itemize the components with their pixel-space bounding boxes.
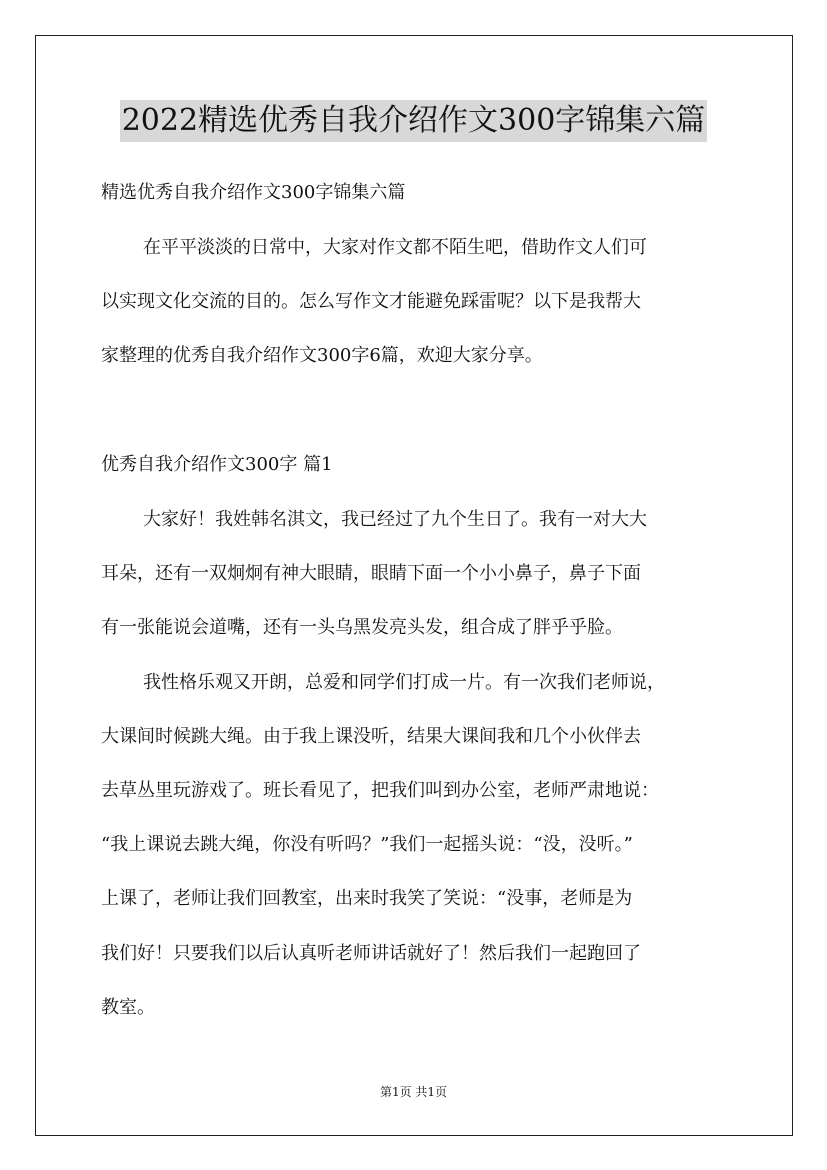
paragraph2-line-5: 上课了，老师让我们回教室，出来时我笑了笑说：“没事，老师是为 (101, 888, 633, 909)
paragraph2-line-2: 大课间时候跳大绳。由于我上课没听，结果大课间我和几个小伙伴去 (101, 726, 641, 747)
title-container (0, 100, 827, 142)
page-footer: 第1页 共1页 (379, 1085, 448, 1099)
section-heading: 优秀自我介绍作文300字 篇1 (101, 454, 333, 475)
document-title: 2022精选优秀自我介绍作文300字锦集六篇 (120, 100, 708, 142)
paragraph2-line-1: 我性格乐观又开朗，总爱和同学们打成一片。有一次我们老师说， (143, 672, 665, 693)
intro-line-1: 在平平淡淡的日常中，大家对作文都不陌生吧，借助作文人们可 (143, 237, 647, 258)
intro-line-2: 以实现文化交流的目的。怎么写作文才能避免踩雷呢？以下是我帮大 (101, 291, 641, 312)
paragraph1-line-2: 耳朵，还有一双炯炯有神大眼睛，眼睛下面一个小小鼻子，鼻子下面 (101, 563, 641, 584)
paragraph2-line-7: 教室。 (101, 997, 155, 1018)
document-subtitle: 精选优秀自我介绍作文300字锦集六篇 (101, 182, 406, 203)
paragraph1-line-3: 有一张能说会道嘴，还有一头乌黑发亮头发，组合成了胖乎乎脸。 (101, 617, 623, 638)
paragraph1-line-1: 大家好！我姓韩名淇文，我已经过了九个生日了。我有一对大大 (143, 509, 647, 530)
paragraph2-line-6: 我们好！只要我们以后认真听老师讲话就好了！然后我们一起跑回了 (101, 943, 641, 964)
paragraph2-line-4: “我上课说去跳大绳，你没有听吗？”我们一起摇头说：“没，没听。” (101, 834, 633, 855)
intro-line-3: 家整理的优秀自我介绍作文300字6篇，欢迎大家分享。 (101, 345, 543, 366)
paragraph2-line-3: 去草丛里玩游戏了。班长看见了，把我们叫到办公室，老师严肃地说： (101, 780, 659, 801)
